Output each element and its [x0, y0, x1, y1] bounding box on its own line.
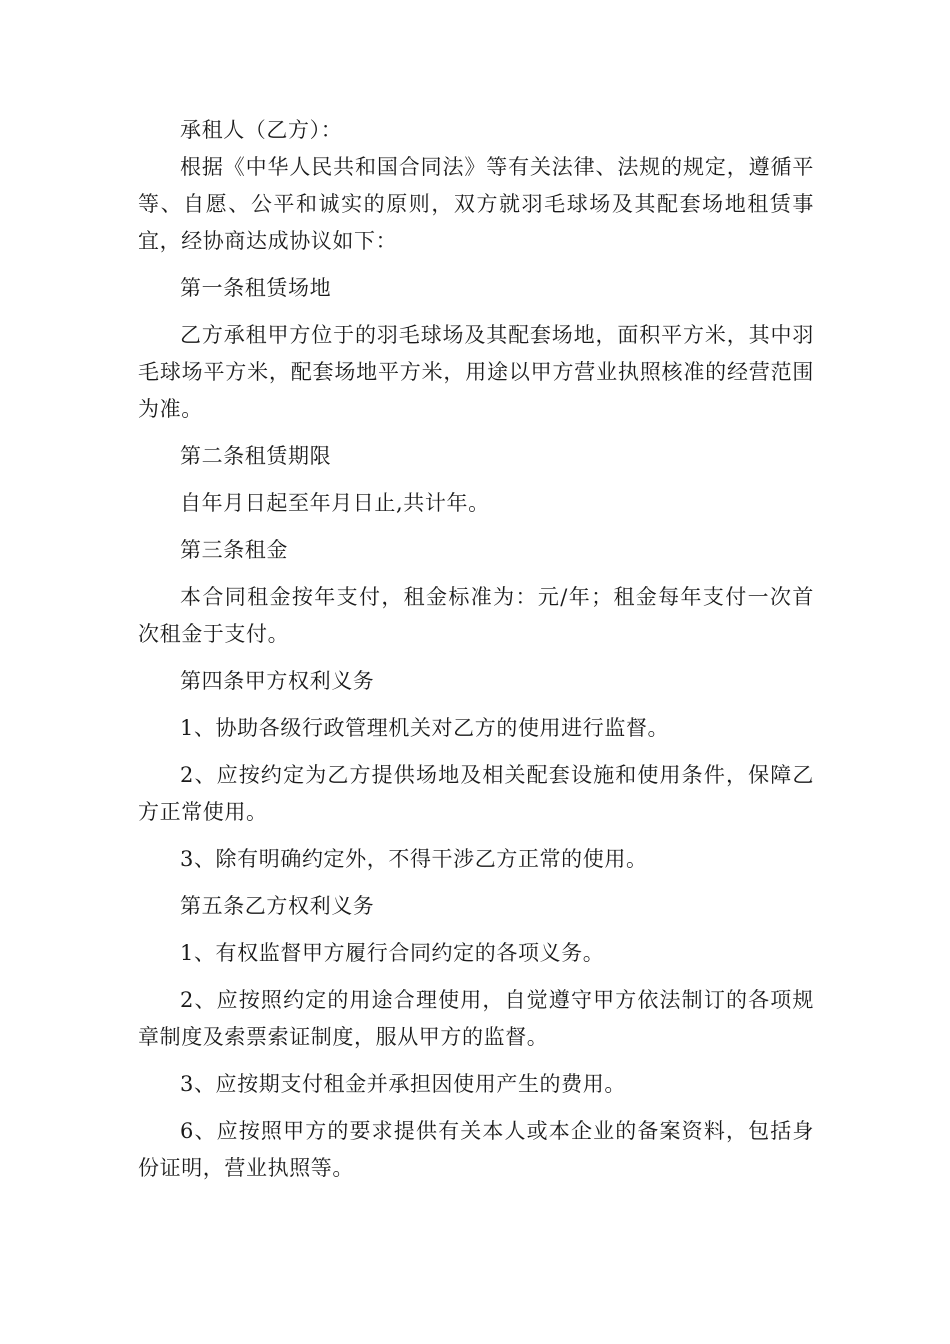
article-5-item-6: 6、应按照甲方的要求提供有关本人或本企业的备案资料，包括身份证明，营业执照等。: [138, 1119, 814, 1180]
article-2-heading: 第二条租赁期限: [180, 444, 332, 468]
party-b-line: 承租人（乙方）：: [180, 118, 343, 142]
article-1-heading: 第一条租赁场地: [180, 276, 332, 300]
article-5-heading: 第五条乙方权利义务: [180, 894, 375, 918]
article-3-heading: 第三条租金: [180, 538, 288, 562]
article-1-body: 乙方承租甲方位于的羽毛球场及其配套场地，面积平方米，其中羽毛球场平方米，配套场地平方米，用途以甲方营业执照核准的经营范围为准。: [138, 323, 814, 421]
document-page: [138, 112, 814, 1187]
article-3-body: 本合同租金按年支付，租金标准为：元/年；租金每年支付一次首次租金于支付。: [138, 585, 814, 646]
article-5-item-2: 2、应按照约定的用途合理使用，自觉遵守甲方依法制订的各项规章制度及索票索证制度，服从甲方的监督。: [138, 988, 814, 1049]
article-5-item-3: 3、应按期支付租金并承担因使用产生的费用。: [180, 1072, 626, 1096]
article-4-heading: 第四条甲方权利义务: [180, 669, 375, 693]
article-4-item-1: 1、协助各级行政管理机关对乙方的使用进行监督。: [180, 716, 670, 740]
article-4-item-3: 3、除有明确约定外，不得干涉乙方正常的使用。: [180, 847, 648, 871]
article-4-item-2: 2、应按约定为乙方提供场地及相关配套设施和使用条件，保障乙方正常使用。: [138, 763, 814, 824]
preamble-paragraph: 根据《中华人民共和国合同法》等有关法律、法规的规定，遵循平等、自愿、公平和诚实的原则，双方就羽毛球场及其配套场地租赁事宜，经协商达成协议如下：: [138, 155, 814, 253]
article-5-item-1: 1、有权监督甲方履行合同约定的各项义务。: [180, 941, 605, 965]
article-2-body: 自年月日起至年月日止,共计年。: [180, 491, 490, 515]
